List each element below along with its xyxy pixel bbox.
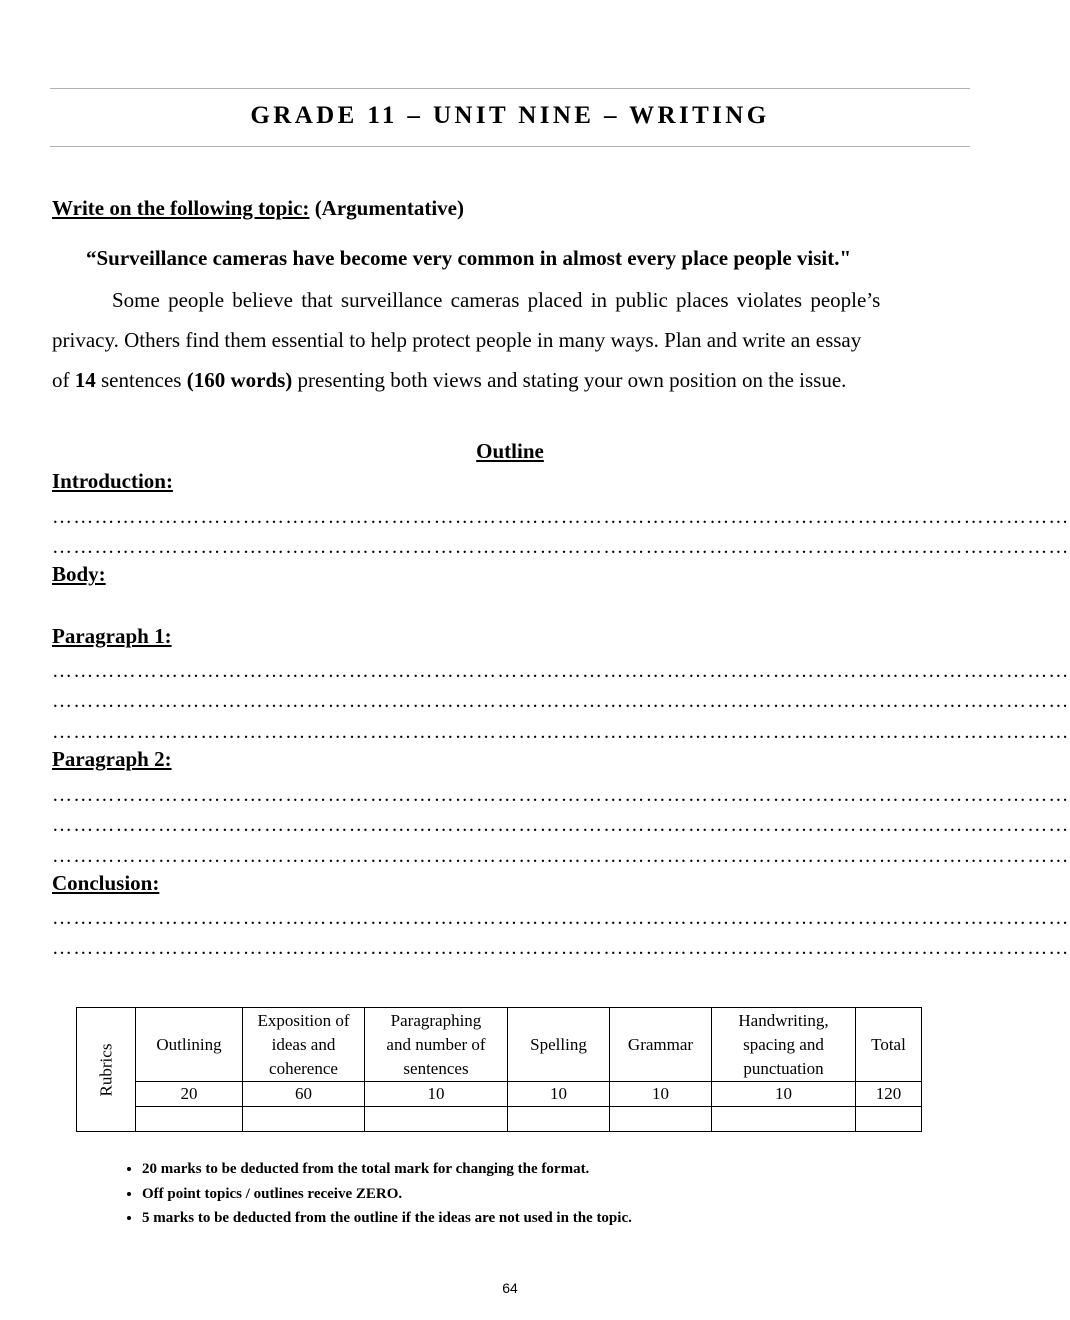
mark-cell: 120 — [856, 1082, 922, 1107]
header-text: Exposition of — [257, 1010, 350, 1030]
header-text: Spelling — [530, 1034, 587, 1054]
body-heading: Body: — [52, 562, 106, 586]
writing-line[interactable]: ……………………………………………………………………………………………………………………………… — [52, 506, 1070, 528]
header-text: Outlining — [156, 1034, 222, 1054]
header-text: Paragraphing — [390, 1010, 482, 1030]
header-text: Grammar — [627, 1034, 694, 1054]
task-text: presenting both views and stating your own position on the issue. — [292, 368, 847, 392]
instruction-label: Write on the following topic: — [52, 196, 310, 220]
mark-cell: 10 — [365, 1082, 508, 1107]
mark-cell: 20 — [136, 1082, 243, 1107]
page-title: GRADE 11 – UNIT NINE – WRITING — [250, 102, 770, 129]
topic-instruction — [52, 196, 464, 221]
header-outlining — [136, 1008, 243, 1082]
header-text: and number of — [386, 1034, 486, 1054]
header-handwriting — [712, 1008, 856, 1082]
page-number: 64 — [502, 1280, 518, 1296]
outline-title: Outline — [476, 439, 544, 463]
paragraph-2-heading: Paragraph 2: — [52, 747, 172, 771]
writing-line[interactable]: ……………………………………………………………………………………………………………………………… — [52, 937, 1070, 959]
topic-quote: “Surveillance cameras have become very common in almost every place people visit." — [86, 246, 852, 270]
note-item: • 20 marks to be deducted from the total mark for changing the format. — [142, 1157, 632, 1182]
writing-line[interactable]: ……………………………………………………………………………………………………………………………… — [52, 845, 1070, 867]
task-line-3 — [52, 360, 967, 400]
header-paragraphing — [365, 1008, 508, 1082]
writing-line[interactable]: ……………………………………………………………………………………………………………………………… — [52, 690, 1070, 712]
score-cell[interactable] — [712, 1107, 856, 1132]
task-paragraph — [52, 280, 967, 400]
task-text: of — [52, 368, 75, 392]
header-text: Total — [871, 1034, 906, 1054]
score-row — [77, 1107, 922, 1132]
header-text: sentences — [403, 1058, 469, 1078]
score-cell[interactable] — [856, 1107, 922, 1132]
word-count: (160 words) — [186, 368, 293, 392]
writing-line[interactable]: ……………………………………………………………………………………………………………………………… — [52, 660, 1070, 682]
header-text: ideas and — [271, 1034, 336, 1054]
note-item: • 5 marks to be deducted from the outline if the ideas are not used in the topic. — [142, 1206, 632, 1231]
note-item: • Off point topics / outlines receive ZERO. — [142, 1182, 632, 1207]
writing-line[interactable]: ……………………………………………………………………………………………………………………………… — [52, 536, 1070, 558]
header-text: spacing and — [743, 1034, 824, 1054]
sentence-count: 14 — [74, 368, 96, 392]
mark-cell: 10 — [610, 1082, 712, 1107]
rubrics-label-cell — [77, 1008, 136, 1132]
writing-line[interactable]: ……………………………………………………………………………………………………………………………… — [52, 907, 1070, 929]
header-total — [856, 1008, 922, 1082]
mark-cell: 10 — [712, 1082, 856, 1107]
writing-line[interactable]: ……………………………………………………………………………………………………………………………… — [52, 721, 1070, 743]
mark-cell: 60 — [243, 1082, 365, 1107]
score-cell[interactable] — [136, 1107, 243, 1132]
conclusion-heading: Conclusion: — [52, 871, 160, 895]
mark-cell: 10 — [508, 1082, 610, 1107]
header-text: coherence — [269, 1058, 338, 1078]
instruction-type: (Argumentative) — [314, 196, 464, 220]
marks-row — [77, 1082, 922, 1107]
score-cell[interactable] — [243, 1107, 365, 1132]
header-grammar — [610, 1008, 712, 1082]
writing-line[interactable]: ……………………………………………………………………………………………………………………………… — [52, 814, 1070, 836]
title-rule — [50, 146, 970, 147]
header-text: punctuation — [743, 1058, 824, 1078]
task-line-2: privacy. Others find them essential to help protect people in many ways. Plan and write an essay — [52, 328, 862, 352]
task-line-1: Some people believe that surveillance cameras placed in public places violates people’s — [112, 288, 881, 312]
rubrics-label: Rubrics — [95, 1043, 115, 1096]
header-exposition — [243, 1008, 365, 1082]
header-text: Handwriting, — [738, 1010, 829, 1030]
writing-line[interactable]: ……………………………………………………………………………………………………………………………… — [52, 784, 1070, 806]
task-text: sentences — [95, 368, 187, 392]
score-cell[interactable] — [508, 1107, 610, 1132]
rubrics-table — [76, 1007, 922, 1132]
header-spelling — [508, 1008, 610, 1082]
introduction-heading: Introduction: — [52, 469, 173, 493]
score-cell[interactable] — [365, 1107, 508, 1132]
top-rule — [50, 88, 970, 89]
notes-list — [110, 1157, 632, 1231]
score-cell[interactable] — [610, 1107, 712, 1132]
paragraph-1-heading: Paragraph 1: — [52, 624, 172, 648]
